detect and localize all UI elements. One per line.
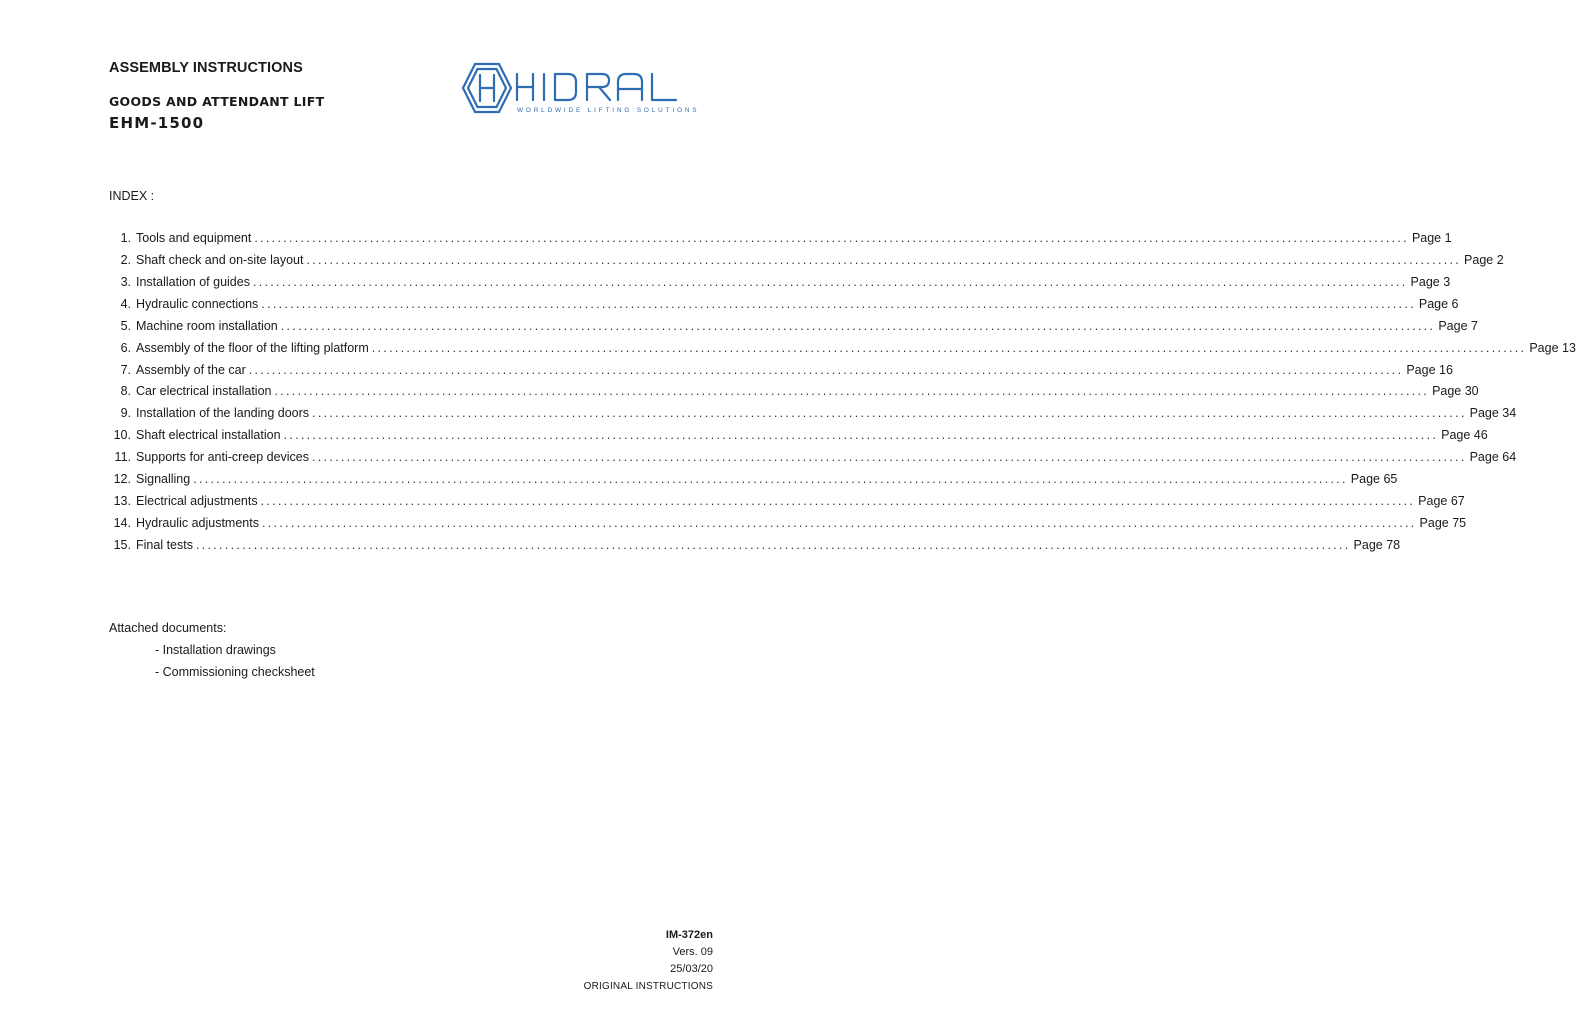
toc-item-title: Assembly of the car xyxy=(136,362,246,377)
toc-item-page: Page 1 xyxy=(1411,231,1452,245)
toc-item xyxy=(109,450,1517,472)
model-name: EHM-1500 xyxy=(109,114,205,132)
toc-item xyxy=(109,274,1451,297)
toc-dot-leader: ........................................................................................................................................................................................................ xyxy=(261,515,1417,530)
toc-dot-leader: ........................................................................................................................................................................................................ xyxy=(312,450,1467,465)
toc-dot-leader: ........................................................................................................................................................................................................ xyxy=(193,472,1348,487)
toc-item-page: Page 7 xyxy=(1438,318,1478,333)
attached-item-commissioning-checksheet: - Commissioning checksheet xyxy=(155,665,315,679)
toc-item-title: Supports for anti-creep devices xyxy=(136,450,310,465)
toc-dot-leader: ........................................................................................................................................................................................................ xyxy=(371,340,1527,355)
toc-item-title: Shaft check and on-site layout xyxy=(136,252,304,267)
toc-item xyxy=(109,428,1488,450)
toc-item xyxy=(109,515,1467,538)
toc-item-title: Shaft electrical installation xyxy=(136,428,281,443)
toc-item-number: 14. xyxy=(113,515,131,530)
toc-item-title: Installation of guides xyxy=(136,274,250,289)
toc-item xyxy=(109,384,1479,406)
toc-item-title: Machine room installation xyxy=(136,318,278,333)
toc-dot-leader: ........................................................................................................................................................................................................ xyxy=(283,428,1439,443)
toc-item-number: 2. xyxy=(120,252,131,267)
toc-item xyxy=(109,494,1465,516)
toc-item-page: Page 16 xyxy=(1406,362,1453,377)
toc-item xyxy=(109,340,1576,363)
toc-item-number: 9. xyxy=(120,406,131,421)
toc-dot-leader: ........................................................................................................................................................................................................ xyxy=(280,318,1436,333)
toc-dot-leader: ........................................................................................................................................................................................................ xyxy=(260,494,1416,509)
toc-item-number: 10. xyxy=(113,428,131,443)
hidral-logo xyxy=(462,62,718,116)
toc-item xyxy=(109,537,1401,560)
toc-dot-leader: ........................................................................................................................................................................................................ xyxy=(252,274,1408,289)
attached-documents-heading: Attached documents: xyxy=(109,621,227,635)
table-of-contents xyxy=(109,231,1576,560)
toc-item-title: Car electrical installation xyxy=(136,384,272,399)
toc-item-title: Hydraulic connections xyxy=(136,296,259,311)
toc-item-title: Signalling xyxy=(136,472,191,487)
toc-item xyxy=(109,252,1504,275)
toc-item-title: Electrical adjustments xyxy=(136,494,258,509)
toc-item-number: 7. xyxy=(120,362,131,377)
document-title: ASSEMBLY INSTRUCTIONS xyxy=(109,60,303,76)
toc-item xyxy=(109,472,1398,494)
toc-item-title: Hydraulic adjustments xyxy=(136,515,259,530)
toc-item-page: Page 46 xyxy=(1441,428,1488,443)
toc-item-page: Page 65 xyxy=(1350,472,1398,487)
document-version: Vers. 09 xyxy=(672,946,713,958)
toc-item-title: Assembly of the floor of the lifting platform xyxy=(136,340,369,355)
toc-item-number: 15. xyxy=(113,537,131,552)
toc-item xyxy=(109,231,1452,253)
toc-dot-leader: ........................................................................................................................................................................................................ xyxy=(248,362,1404,377)
attached-documents-list xyxy=(155,643,315,687)
toc-item-number: 11. xyxy=(114,450,131,465)
toc-dot-leader: ........................................................................................................................................................................................................ xyxy=(195,537,1351,552)
toc-item-page: Page 13 xyxy=(1529,340,1576,355)
toc-item-number: 6. xyxy=(120,340,131,355)
document-code: IM-372en xyxy=(665,929,713,941)
toc-dot-leader: ........................................................................................................................................................................................................ xyxy=(261,296,1416,311)
toc-item-page: Page 64 xyxy=(1469,450,1517,465)
toc-item-page: Page 67 xyxy=(1418,494,1465,509)
toc-item-page: Page 3 xyxy=(1410,274,1451,289)
document-subtitle: GOODS AND ATTENDANT LIFT xyxy=(109,94,325,109)
toc-item-page: Page 34 xyxy=(1469,406,1517,421)
toc-item-title: Tools and equipment xyxy=(136,231,252,245)
toc-item-title: Installation of the landing doors xyxy=(136,406,310,421)
toc-dot-leader: ........................................................................................................................................................................................................ xyxy=(312,406,1467,421)
toc-item-number: 5. xyxy=(120,318,131,333)
toc-dot-leader: ........................................................................................................................................................................................................ xyxy=(254,231,1409,245)
toc-item-number: 4. xyxy=(120,296,131,311)
toc-dot-leader: ........................................................................................................................................................................................................ xyxy=(274,384,1430,399)
toc-item xyxy=(109,406,1517,428)
toc-item-page: Page 6 xyxy=(1418,296,1459,311)
toc-item-page: Page 2 xyxy=(1464,252,1504,267)
toc-item-number: 1. xyxy=(120,231,131,245)
toc-item-page: Page 75 xyxy=(1419,515,1467,530)
toc-item-page: Page 78 xyxy=(1353,537,1401,552)
document-footer xyxy=(584,927,713,995)
toc-item xyxy=(109,318,1478,341)
toc-dot-leader: ........................................................................................................................................................................................................ xyxy=(306,252,1462,267)
index-heading: INDEX : xyxy=(109,189,155,203)
toc-item-title: Final tests xyxy=(136,537,193,552)
toc-item-number: 13. xyxy=(113,494,131,509)
document-date: 25/03/20 xyxy=(670,963,713,975)
toc-item-number: 12. xyxy=(113,472,131,487)
toc-item-number: 3. xyxy=(120,274,131,289)
toc-item-number: 8. xyxy=(120,384,131,399)
original-instructions-note: ORIGINAL INSTRUCTIONS xyxy=(583,981,713,992)
toc-item-page: Page 30 xyxy=(1432,384,1479,399)
toc-item xyxy=(109,296,1459,319)
logo-tagline: WORLDWIDE LIFTING SOLUTIONS xyxy=(517,107,700,114)
toc-item xyxy=(109,362,1453,385)
attached-item-installation-drawings: - Installation drawings xyxy=(155,643,276,657)
